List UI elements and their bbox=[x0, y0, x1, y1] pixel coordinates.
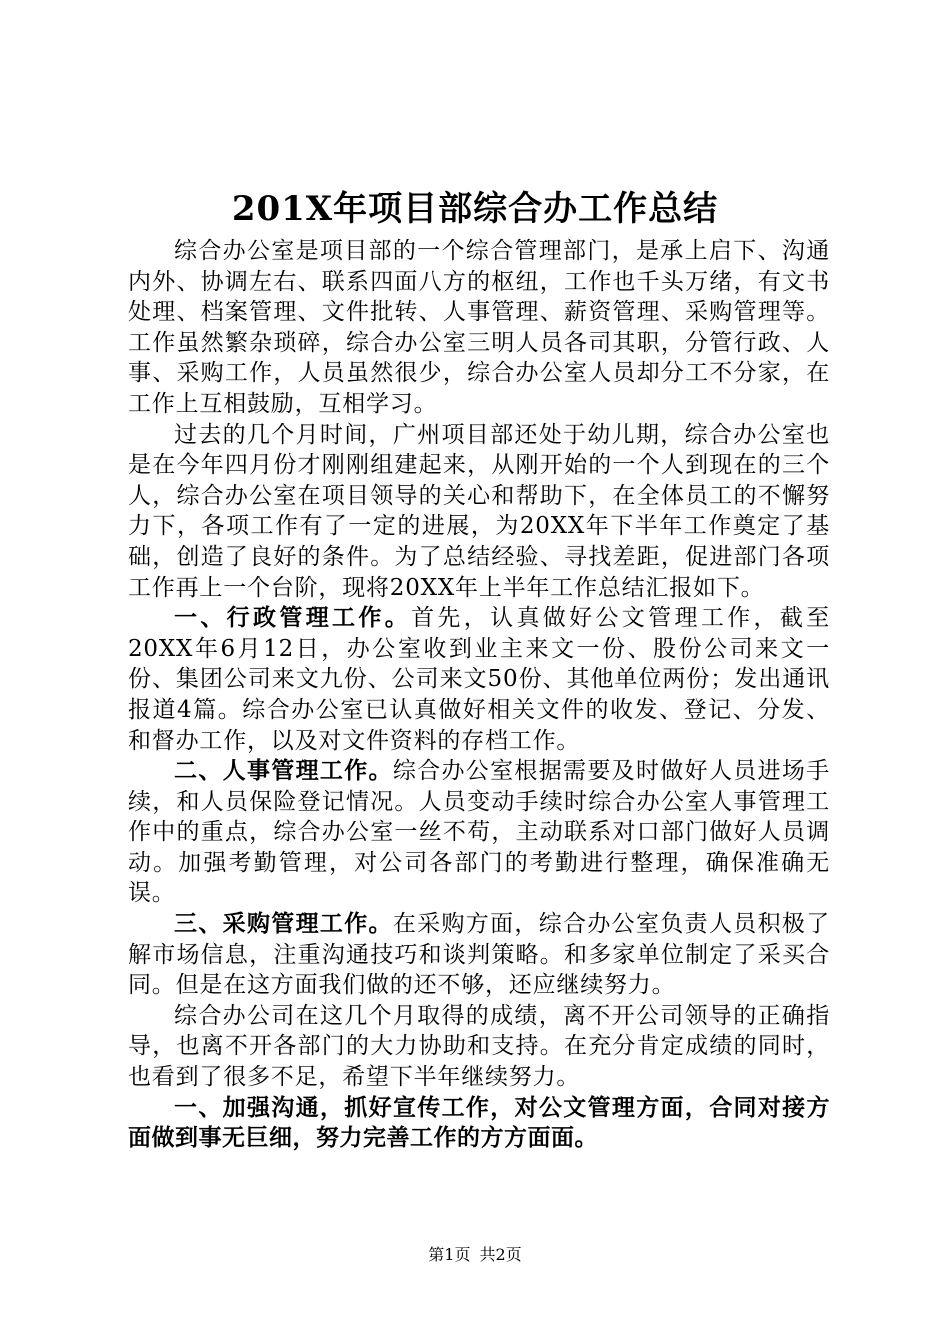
paragraph-administration bbox=[128, 603, 830, 756]
paragraph-text: 综合办公司在这几个月取得的成绩，离不开公司领导的正确指导，也离不开各部门的大力协助和支持。在充分肯定成绩的同时，也看到了很多不足，希望下半年继续努力。 bbox=[128, 1002, 830, 1091]
section-heading: 二、人事管理工作。 bbox=[174, 757, 393, 785]
page-footer bbox=[0, 1244, 950, 1266]
paragraph-personnel bbox=[128, 756, 830, 909]
paragraph-text: 过去的几个月时间，广州项目部还处于幼儿期，综合办公室也是在今年四月份才刚刚组建起来，从刚开始的一个人到现在的三个人，综合办公室在项目领导的关心和帮助下，在全体员工的不懈努力下，各项工作有了一定的进展，为20XX年下半年工作奠定了基础，创造了良好的条件。为了总结经验、寻找差距，促进部门各项工作再上一个台阶，现将20XX年上半年工作总结汇报如下。 bbox=[128, 421, 830, 601]
paragraph-text: 综合办公室是项目部的一个综合管理部门，是承上启下、沟通内外、协调左右、联系四面八方的枢纽，工作也千头万绪，有文书处理、档案管理、文件批转、人事管理、薪资管理、采购管理等。工作虽然繁杂琐碎，综合办公室三明人员各司其职，分管行政、人事、采购工作，人员虽然很少，综合办公室人员却分工不分家，在工作上互相鼓励，互相学习。 bbox=[128, 238, 830, 417]
document-title: 201X年项目部综合办工作总结 bbox=[231, 189, 719, 229]
page-total: 共2页 bbox=[479, 1245, 522, 1264]
paragraph-text: 在采购方面，综合办公室负责人员积极了解市场信息，注重沟通技巧和谈判策略。和多家单位制定了采买合同。但是在这方面我们做的还不够，还应继续努力。 bbox=[128, 911, 830, 999]
paragraph-text: 首先，认真做好公文管理工作，截至20XX年6月12日，办公室收到业主来文一份、股份公司来文一份、集团公司来文九份、公司来文50份、其他单位两份；发出通讯报道4篇。综合办公室已认真做好相关文件的收发、登记、分发、和督办工作，以及对文件资料的存档工作。 bbox=[128, 605, 830, 754]
paragraph-procurement bbox=[128, 909, 830, 1001]
section-heading: 一、行政管理工作。 bbox=[174, 604, 412, 632]
paragraph-text: 综合办公室根据需要及时做好人员进场手续，和人员保险登记情况。人员变动手续时综合办公室人事管理工作中的重点，综合办公室一丝不苟，主动联系对口部门做好人员调动。加强考勤管理，对公司各部门的考勤进行整理，确保准确无误。 bbox=[128, 758, 830, 907]
page-number: 第1页 bbox=[428, 1245, 471, 1264]
paragraph-plan-bold: 一、加强沟通，抓好宣传工作，对公文管理方面，合同对接方面做到事无巨细，努力完善工作的方方面面。 bbox=[128, 1093, 830, 1152]
section-heading: 三、采购管理工作。 bbox=[174, 910, 393, 938]
paragraph-background bbox=[128, 420, 830, 604]
document-body bbox=[128, 236, 830, 1154]
paragraph-intro bbox=[128, 236, 830, 420]
paragraph-summary bbox=[128, 1001, 830, 1093]
